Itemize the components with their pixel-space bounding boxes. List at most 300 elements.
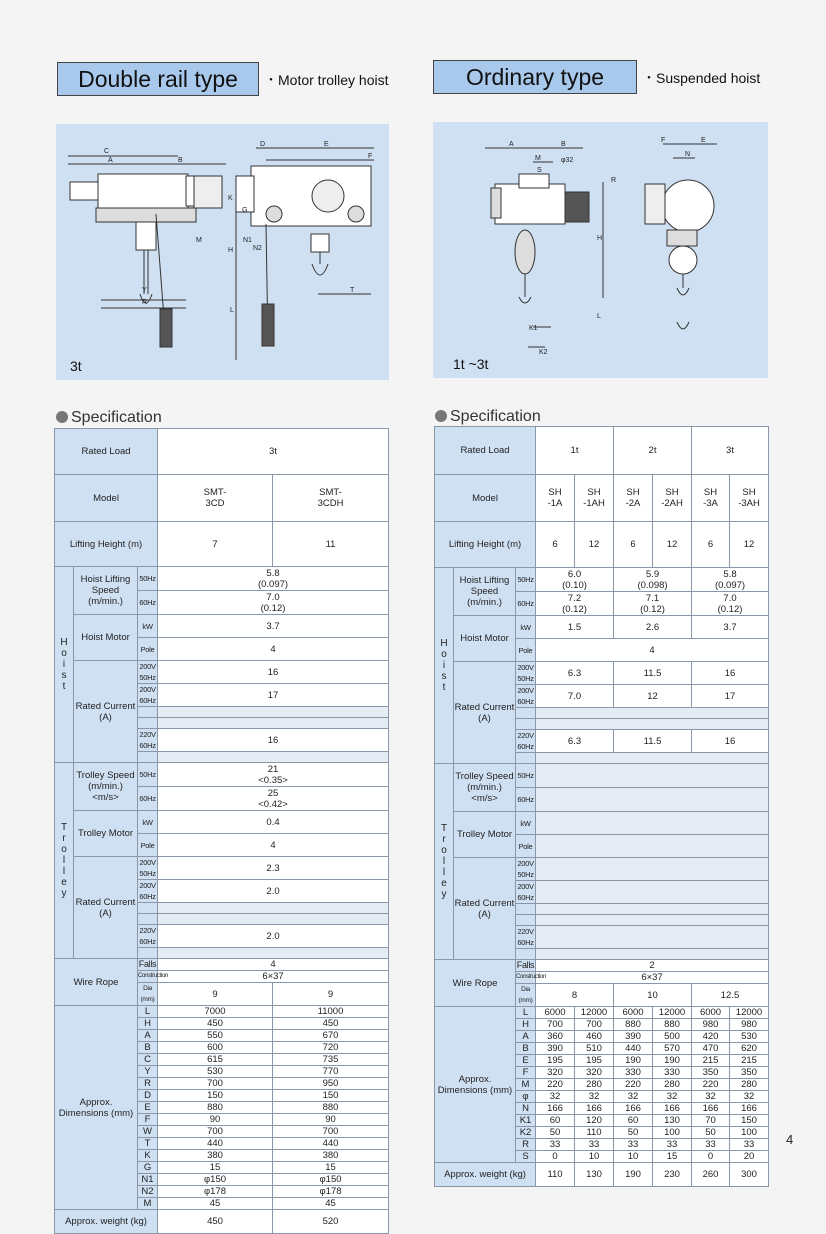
left-figure: [56, 124, 389, 380]
dim-value: 880: [158, 1102, 273, 1114]
empty-cell: [536, 858, 769, 881]
empty-cell: [158, 718, 389, 729]
dim-value: 7000: [158, 1006, 273, 1018]
dim-value: φ150: [158, 1174, 273, 1186]
dim-value: 70: [692, 1115, 730, 1127]
dim-value: 45: [158, 1198, 273, 1210]
empty-cell: [138, 914, 158, 925]
dim-value: 220: [692, 1079, 730, 1091]
dim-value: 130: [653, 1115, 692, 1127]
dim-value: 700: [575, 1019, 614, 1031]
dim-value: 700: [273, 1126, 389, 1138]
dim-label: S: [537, 167, 542, 174]
dim-value: 32: [536, 1091, 575, 1103]
dim-key: W: [138, 1126, 158, 1138]
construction-value: 6×37: [536, 972, 769, 984]
voltage-label: 200V 60Hz: [517, 882, 534, 902]
dim-value: 330: [653, 1067, 692, 1079]
trolley-group-label: T r o l l e y: [435, 764, 454, 960]
dim-label: G: [242, 207, 248, 214]
dim-label: B: [561, 141, 566, 148]
dim-value: 320: [536, 1067, 575, 1079]
dim-label: K2: [539, 349, 548, 356]
empty-cell: [516, 753, 536, 764]
dim-label: L: [230, 307, 234, 314]
dim-value: 166: [536, 1103, 575, 1115]
right-spec-heading: Specification: [435, 408, 541, 426]
hoist-current-v2: 17: [692, 685, 769, 708]
empty-cell: [138, 718, 158, 729]
hoist-speed-50: 5.8 (0.097): [158, 567, 389, 591]
dim-label: E: [324, 141, 329, 148]
left-spec-table: [54, 428, 389, 1234]
trolley-group-label: T r o l l e y: [55, 763, 74, 959]
dim-label: C: [104, 148, 110, 155]
dim-value: 190: [653, 1055, 692, 1067]
dim-value: 440: [614, 1043, 653, 1055]
hoist-current-v3: 16: [692, 730, 769, 753]
dim-label: N: [685, 151, 691, 158]
empty-cell: [138, 903, 158, 914]
dim-value: 570: [653, 1043, 692, 1055]
dim-value: 720: [273, 1042, 389, 1054]
model-value: SH -3AH: [730, 475, 769, 522]
dim-value: 6000: [692, 1007, 730, 1019]
hoist-current-label: Rated Current (A): [74, 661, 138, 763]
dim-value: 0: [692, 1151, 730, 1163]
trolley-speed-50: 21 <0.35>: [158, 763, 389, 787]
dim-key: D: [138, 1090, 158, 1102]
dim-label: R: [611, 177, 617, 184]
dim-key: N1: [138, 1174, 158, 1186]
dim-label: N1: [243, 237, 252, 244]
voltage-label: 200V 60Hz: [517, 686, 534, 706]
dim-value: 166: [653, 1103, 692, 1115]
kw-label: kW: [516, 616, 536, 639]
dim-value: 33: [614, 1139, 653, 1151]
pole-label: Pole: [516, 639, 536, 662]
empty-cell: [536, 812, 769, 835]
dim-value: 12000: [730, 1007, 769, 1019]
rated-load-value: 3t: [158, 429, 389, 475]
hoist-motor-label: Hoist Motor: [74, 615, 138, 661]
model-value: SMT- 3CDH: [273, 475, 389, 522]
right-title: Ordinary type: [433, 60, 637, 94]
dim-label: A: [108, 157, 113, 164]
trolley-motor-label: Trolley Motor: [74, 811, 138, 857]
lifting-height-value: 12: [575, 522, 614, 568]
dim-value: 15: [273, 1162, 389, 1174]
lifting-height-label: Lifting Height (m): [55, 522, 158, 567]
rated-load-value: 2t: [614, 427, 692, 475]
dim-value: 20: [730, 1151, 769, 1163]
dim-value: 350: [692, 1067, 730, 1079]
voltage-label: 200V 50Hz: [139, 858, 156, 878]
dim-value: 470: [692, 1043, 730, 1055]
dim-key: B: [516, 1043, 536, 1055]
dim-value: 15: [158, 1162, 273, 1174]
dim-value: 50: [692, 1127, 730, 1139]
voltage-label: 200V 50Hz: [517, 859, 534, 879]
dim-value: 32: [575, 1091, 614, 1103]
dim-value: 215: [692, 1055, 730, 1067]
dia-value: 12.5: [692, 984, 769, 1007]
construction-label: Construction: [138, 971, 158, 983]
dim-value: 120: [575, 1115, 614, 1127]
voltage-label: 200V 60Hz: [139, 881, 156, 901]
rated-load-value: 1t: [536, 427, 614, 475]
voltage-label: 220V 60Hz: [517, 731, 534, 751]
voltage-label: 220V 60Hz: [139, 926, 156, 946]
right-subtitle: ・Suspended hoist: [642, 70, 761, 86]
hz-label: 50Hz: [138, 567, 158, 591]
dia-value: 9: [273, 983, 389, 1006]
weight-value: 230: [653, 1163, 692, 1187]
dim-key: H: [138, 1018, 158, 1030]
hoist-speed-60: 7.0 (0.12): [692, 592, 769, 616]
dim-value: 50: [536, 1127, 575, 1139]
dim-key: K2: [516, 1127, 536, 1139]
empty-cell: [536, 764, 769, 788]
dim-value: 380: [273, 1150, 389, 1162]
right-figure: [433, 122, 768, 378]
dim-value: 6000: [536, 1007, 575, 1019]
empty-cell: [516, 915, 536, 926]
dim-label: D: [260, 141, 266, 148]
dim-value: 770: [273, 1066, 389, 1078]
dim-value: 11000: [273, 1006, 389, 1018]
empty-cell: [516, 719, 536, 730]
dimensions-label: Approx. Dimensions (mm): [435, 1007, 516, 1163]
voltage-label: 200V 50Hz: [139, 662, 156, 682]
dim-value: 880: [273, 1102, 389, 1114]
dim-key: S: [516, 1151, 536, 1163]
dim-value: 12000: [653, 1007, 692, 1019]
dim-key: E: [138, 1102, 158, 1114]
voltage-label: 220V 60Hz: [517, 927, 534, 947]
hz-label: 60Hz: [138, 591, 158, 615]
dim-value: 32: [692, 1091, 730, 1103]
dim-label: R: [142, 299, 148, 306]
hoist-speed-label: Hoist Lifting Speed (m/min.): [74, 567, 138, 615]
dim-value: 90: [273, 1114, 389, 1126]
hoist-speed-50: 5.9 (0.098): [614, 568, 692, 592]
dim-value: 166: [575, 1103, 614, 1115]
dim-label: T: [350, 287, 355, 294]
dim-value: 32: [614, 1091, 653, 1103]
rated-load-value: 3t: [692, 427, 769, 475]
dim-label: K1: [529, 325, 538, 332]
dim-key: G: [138, 1162, 158, 1174]
dim-value: 280: [653, 1079, 692, 1091]
trolley-current-label: Rated Current (A): [74, 857, 138, 959]
lifting-height-value: 6: [536, 522, 575, 568]
model-value: SH -1A: [536, 475, 575, 522]
hoist-motor-kw: 1.5: [536, 616, 614, 639]
dim-value: 420: [692, 1031, 730, 1043]
hoist-speed-60: 7.2 (0.12): [536, 592, 614, 616]
right-figure-caption: 1t ~3t: [453, 356, 489, 372]
dia-label: Dia (mm): [138, 983, 158, 1006]
trolley-motor-label: Trolley Motor: [454, 812, 516, 858]
dim-value: 33: [575, 1139, 614, 1151]
dim-key: F: [138, 1114, 158, 1126]
dim-key: M: [516, 1079, 536, 1091]
hoist-motor-label: Hoist Motor: [454, 616, 516, 662]
hz-label: 60Hz: [516, 592, 536, 616]
voltage-label: 200V 50Hz: [517, 663, 534, 683]
dim-value: 880: [653, 1019, 692, 1031]
dim-label: B: [178, 157, 183, 164]
dim-value: 700: [536, 1019, 575, 1031]
hoist-motor-pole: 4: [158, 638, 389, 661]
dim-label: Y: [142, 287, 147, 294]
weight-value: 110: [536, 1163, 575, 1187]
left-figure-caption: 3t: [70, 358, 82, 374]
model-value: SH -2A: [614, 475, 653, 522]
dim-label: M: [196, 237, 202, 244]
dim-value: 166: [730, 1103, 769, 1115]
dim-value: 32: [730, 1091, 769, 1103]
empty-cell: [516, 708, 536, 719]
model-value: SH -3A: [692, 475, 730, 522]
dim-value: 90: [158, 1114, 273, 1126]
hoist-current-v2: 12: [614, 685, 692, 708]
weight-label: Approx. weight (kg): [55, 1210, 158, 1234]
model-value: SMT- 3CD: [158, 475, 273, 522]
dim-key: F: [516, 1067, 536, 1079]
hoist-current-v3: 16: [158, 729, 389, 752]
dim-value: 0: [536, 1151, 575, 1163]
dim-label: H: [597, 235, 603, 242]
dim-value: 440: [273, 1138, 389, 1150]
dim-value: 6000: [614, 1007, 653, 1019]
dim-value: 220: [536, 1079, 575, 1091]
empty-cell: [536, 719, 769, 730]
bullet-icon: [435, 410, 447, 422]
voltage-label: 200V 60Hz: [139, 685, 156, 705]
hz-label: 50Hz: [516, 568, 536, 592]
hoist-current-v1: 6.3: [536, 662, 614, 685]
dim-value: 100: [653, 1127, 692, 1139]
dim-value: 320: [575, 1067, 614, 1079]
dim-value: 980: [730, 1019, 769, 1031]
dim-key: φ: [516, 1091, 536, 1103]
dim-value: 150: [730, 1115, 769, 1127]
dim-value: 33: [730, 1139, 769, 1151]
hoist-speed-label: Hoist Lifting Speed (m/min.): [454, 568, 516, 616]
dim-value: φ178: [273, 1186, 389, 1198]
trolley-speed-60: 25 <0.42>: [158, 787, 389, 811]
dim-value: 50: [614, 1127, 653, 1139]
dim-value: 10: [614, 1151, 653, 1163]
dim-value: 620: [730, 1043, 769, 1055]
dim-value: 10: [575, 1151, 614, 1163]
dim-label: A: [509, 141, 514, 148]
dim-value: 880: [614, 1019, 653, 1031]
lifting-height-label: Lifting Height (m): [435, 522, 536, 568]
hoist-current-v3: 6.3: [536, 730, 614, 753]
dim-value: 670: [273, 1030, 389, 1042]
trolley-current-v1: 2.3: [158, 857, 389, 880]
pole-label: Pole: [516, 835, 536, 858]
falls-label: Falls: [516, 960, 535, 970]
dim-value: 12000: [575, 1007, 614, 1019]
empty-cell: [158, 948, 389, 959]
dim-value: 280: [575, 1079, 614, 1091]
dim-value: 390: [536, 1043, 575, 1055]
dim-value: 700: [158, 1078, 273, 1090]
lifting-height-value: 11: [273, 522, 389, 567]
hoist-current-v1: 16: [158, 661, 389, 684]
dim-key: K: [138, 1150, 158, 1162]
model-label: Model: [435, 475, 536, 522]
empty-cell: [536, 915, 769, 926]
dim-value: 450: [158, 1018, 273, 1030]
dim-value: 530: [730, 1031, 769, 1043]
dim-value: 615: [158, 1054, 273, 1066]
page-number: 4: [786, 1132, 794, 1147]
lifting-height-value: 6: [614, 522, 653, 568]
hz-label: 50Hz: [516, 764, 536, 788]
hz-label: 60Hz: [516, 788, 536, 812]
dim-key: N2: [138, 1186, 158, 1198]
empty-cell: [138, 752, 158, 763]
dim-label: F: [661, 137, 666, 144]
hoist-motor-kw: 3.7: [158, 615, 389, 638]
empty-cell: [536, 835, 769, 858]
trolley-current-label: Rated Current (A): [454, 858, 516, 960]
hoist-group-label: H o i s t: [55, 567, 74, 763]
empty-cell: [138, 948, 158, 959]
dim-value: 530: [158, 1066, 273, 1078]
dim-value: 950: [273, 1078, 389, 1090]
dim-value: 33: [692, 1139, 730, 1151]
voltage-label: 220V 60Hz: [139, 730, 156, 750]
dim-value: 360: [536, 1031, 575, 1043]
lifting-height-value: 12: [730, 522, 769, 568]
dim-key: T: [138, 1138, 158, 1150]
dim-value: 450: [273, 1018, 389, 1030]
weight-value: 130: [575, 1163, 614, 1187]
weight-value: 520: [273, 1210, 389, 1234]
pole-label: Pole: [138, 834, 158, 857]
hoist-current-label: Rated Current (A): [454, 662, 516, 764]
dim-value: 980: [692, 1019, 730, 1031]
left-hoist-drawing: [56, 124, 389, 380]
model-label: Model: [55, 475, 158, 522]
dim-value: 195: [536, 1055, 575, 1067]
dim-value: 600: [158, 1042, 273, 1054]
dia-value: 10: [614, 984, 692, 1007]
empty-cell: [158, 707, 389, 718]
dim-value: 510: [575, 1043, 614, 1055]
empty-cell: [516, 949, 536, 960]
hoist-speed-60: 7.1 (0.12): [614, 592, 692, 616]
dim-value: 60: [536, 1115, 575, 1127]
dim-key: E: [516, 1055, 536, 1067]
model-value: SH -2AH: [653, 475, 692, 522]
dim-label: H: [228, 247, 234, 254]
dim-value: 32: [653, 1091, 692, 1103]
hoist-current-v1: 16: [692, 662, 769, 685]
lifting-height-value: 12: [653, 522, 692, 568]
construction-label: Construction: [516, 972, 536, 984]
right-hoist-drawing: [433, 122, 768, 378]
dim-value: 280: [730, 1079, 769, 1091]
dim-key: L: [516, 1007, 536, 1019]
dim-label: E: [701, 137, 706, 144]
model-value: SH -1AH: [575, 475, 614, 522]
empty-cell: [536, 881, 769, 904]
dim-key: A: [516, 1031, 536, 1043]
wire-rope-label: Wire Rope: [435, 960, 516, 1007]
hoist-speed-50: 6.0 (0.10): [536, 568, 614, 592]
dim-value: 150: [158, 1090, 273, 1102]
wire-rope-label: Wire Rope: [55, 959, 138, 1006]
rated-load-label: Rated Load: [55, 429, 158, 475]
rated-load-label: Rated Load: [435, 427, 536, 475]
weight-value: 260: [692, 1163, 730, 1187]
dia-value: 8: [536, 984, 614, 1007]
dim-value: 550: [158, 1030, 273, 1042]
hz-label: 50Hz: [138, 763, 158, 787]
dim-key: K1: [516, 1115, 536, 1127]
dia-value: 9: [158, 983, 273, 1006]
dim-value: 220: [614, 1079, 653, 1091]
dim-value: 150: [273, 1090, 389, 1102]
dim-value: 60: [614, 1115, 653, 1127]
dim-value: 460: [575, 1031, 614, 1043]
dim-value: 45: [273, 1198, 389, 1210]
falls-label: Falls: [138, 959, 157, 969]
dim-label: N2: [253, 245, 262, 252]
dim-value: φ178: [158, 1186, 273, 1198]
trolley-current-v3: 2.0: [158, 925, 389, 948]
dim-key: L: [138, 1006, 158, 1018]
empty-cell: [516, 904, 536, 915]
dim-label: K: [228, 195, 233, 202]
empty-cell: [536, 949, 769, 960]
empty-cell: [158, 752, 389, 763]
construction-value: 6×37: [158, 971, 389, 983]
empty-cell: [536, 926, 769, 949]
dim-value: 735: [273, 1054, 389, 1066]
empty-cell: [138, 707, 158, 718]
hoist-speed-50: 5.8 (0.097): [692, 568, 769, 592]
trolley-current-v2: 2.0: [158, 880, 389, 903]
dim-key: N: [516, 1103, 536, 1115]
dim-value: 215: [730, 1055, 769, 1067]
hoist-motor-pole: 4: [536, 639, 769, 662]
dim-value: φ150: [273, 1174, 389, 1186]
empty-cell: [158, 914, 389, 925]
hoist-motor-kw: 3.7: [692, 616, 769, 639]
empty-cell: [536, 788, 769, 812]
dim-key: H: [516, 1019, 536, 1031]
dim-value: 15: [653, 1151, 692, 1163]
falls-value: 2: [536, 960, 769, 972]
dia-label: Dia (mm): [516, 984, 536, 1007]
dim-value: 440: [158, 1138, 273, 1150]
weight-value: 190: [614, 1163, 653, 1187]
trolley-motor-pole: 4: [158, 834, 389, 857]
kw-label: kW: [138, 811, 158, 834]
hz-label: 60Hz: [138, 787, 158, 811]
weight-value: 300: [730, 1163, 769, 1187]
dim-value: 100: [730, 1127, 769, 1139]
weight-label: Approx. weight (kg): [435, 1163, 536, 1187]
